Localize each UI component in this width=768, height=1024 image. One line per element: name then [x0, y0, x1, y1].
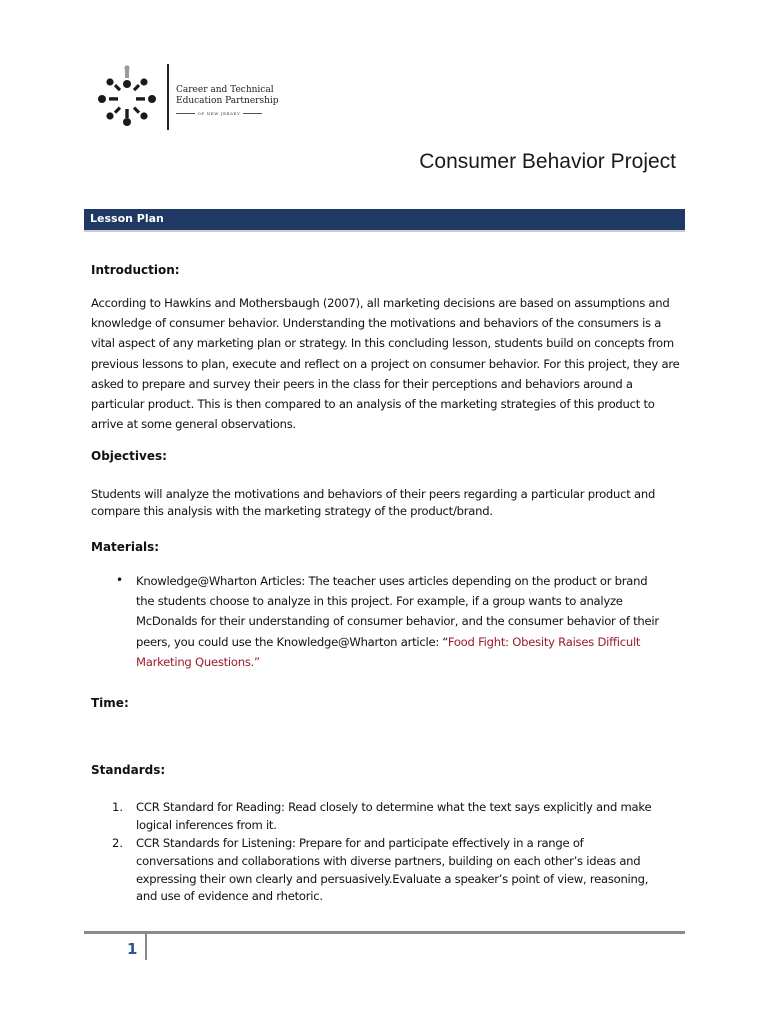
page-number: 1 [127, 940, 138, 958]
materials-item-end: .” [250, 654, 260, 669]
materials-item-text: The teacher uses articles depending on the product or brand the students choose to analyze in this project. For example, if a group wants to analyze McDonalds for their understanding of consumer behavior, and the consumer behavior of their peers, you could use the Knowledge@Wharton article: “ [136, 574, 659, 649]
logo-line-1: Career and Technical [176, 85, 274, 95]
standards-heading: Standards: [91, 763, 166, 777]
standard-1-number: 1. [112, 800, 124, 814]
logo-subtitle [176, 109, 262, 117]
objectives-text: Students will analyze the motivations and behaviors of their peers regarding a particular product and compare this analysis with the marketing strategy of the product/brand. [91, 487, 656, 519]
time-heading: Time: [91, 696, 129, 710]
materials-list-item [136, 571, 666, 672]
footer-rule [84, 931, 685, 934]
standard-2-number: 2. [112, 836, 124, 850]
logo-line-3: OF NEW JERSEY [197, 110, 241, 116]
bullet-icon: • [116, 573, 124, 587]
introduction-heading: Introduction: [91, 263, 180, 277]
objectives-paragraph [91, 486, 681, 521]
objectives-heading: Objectives: [91, 449, 167, 463]
cte-partnership-logo-icon [92, 62, 162, 134]
section-bar-label: Lesson Plan [90, 212, 164, 225]
logo-subtitle-rule-right [243, 113, 262, 114]
article-link[interactable]: Food Fight: Obesity Raises Difficult Marketing Questions [136, 634, 641, 669]
logo-divider [167, 64, 169, 130]
footer-divider [145, 934, 147, 960]
materials-heading: Materials: [91, 540, 160, 554]
logo-subtitle-rule-left [176, 113, 195, 114]
introduction-text: According to Hawkins and Mothersbaugh (2007), all marketing decisions are based on assumptions and knowledge of consumer behavior. Understanding the motivations and behaviors of the consumers is a vital aspect of any marketing plan or strategy. In this concluding lesson, students build on concepts from previous lessons to plan, execute and reflect on a project on consumer behavior. For this project, they are asked to prepare and survey their peers in the class for their perceptions and behaviors around a particular product. This is then compared to an analysis of the marketing strategies of this product to arrive at some general observations. [91, 296, 680, 432]
logo-line-2: Education Partnership [176, 96, 279, 106]
introduction-paragraph [91, 293, 681, 434]
materials-item-lead: Knowledge@Wharton Articles: [136, 574, 306, 588]
standard-1-text: CCR Standard for Reading: Read closely to determine what the text says explicitly and make logical inferences from it. [136, 800, 652, 832]
section-bar [84, 209, 685, 232]
document-title: Consumer Behavior Project [419, 150, 676, 173]
standard-2-text: CCR Standards for Listening: Prepare for and participate effectively in a range of conversations and collaborations with diverse partners, building on each other’s ideas and expressing their own clearly and persuasively.Evaluate a speaker’s point of view, reasoning, and use of evidence and rhetoric. [136, 836, 649, 904]
